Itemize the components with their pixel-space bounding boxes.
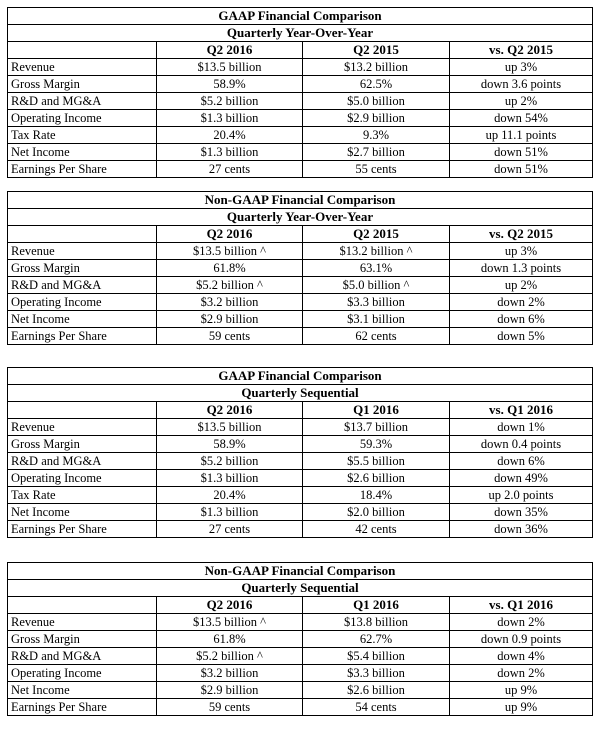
table-row bbox=[8, 161, 593, 178]
table-row bbox=[8, 127, 593, 144]
non-gaap-sequential-table bbox=[7, 562, 593, 716]
row-label: R&D and MG&A bbox=[8, 277, 157, 294]
table-cell: 20.4% bbox=[157, 487, 303, 504]
table-cell: down 36% bbox=[450, 521, 593, 538]
column-header: Q2 2016 bbox=[157, 597, 303, 614]
column-header bbox=[8, 226, 157, 243]
table-row bbox=[8, 521, 593, 538]
table-header-row bbox=[8, 402, 593, 419]
table-row bbox=[8, 453, 593, 470]
table-cell: down 0.9 points bbox=[450, 631, 593, 648]
table-cell: $13.5 billion ^ bbox=[157, 614, 303, 631]
table-cell: 55 cents bbox=[303, 161, 450, 178]
row-label: Operating Income bbox=[8, 665, 157, 682]
row-label: Revenue bbox=[8, 614, 157, 631]
table-row bbox=[8, 699, 593, 716]
column-header: Q2 2016 bbox=[157, 402, 303, 419]
table-cell: down 35% bbox=[450, 504, 593, 521]
table-cell: $3.3 billion bbox=[303, 294, 450, 311]
table-cell: 59 cents bbox=[157, 328, 303, 345]
row-label: Net Income bbox=[8, 144, 157, 161]
row-label: Revenue bbox=[8, 243, 157, 260]
table-row bbox=[8, 76, 593, 93]
table-cell: 58.9% bbox=[157, 436, 303, 453]
row-label: Net Income bbox=[8, 504, 157, 521]
table-cell: 58.9% bbox=[157, 76, 303, 93]
table-cell: down 1.3 points bbox=[450, 260, 593, 277]
gaap-yoy-table bbox=[7, 7, 593, 178]
table-cell: 63.1% bbox=[303, 260, 450, 277]
column-header: vs. Q2 2015 bbox=[450, 42, 593, 59]
row-label: Tax Rate bbox=[8, 127, 157, 144]
row-label: Gross Margin bbox=[8, 631, 157, 648]
table-cell: $2.6 billion bbox=[303, 470, 450, 487]
table-cell: up 11.1 points bbox=[450, 127, 593, 144]
table-subtitle: Quarterly Sequential bbox=[8, 385, 593, 402]
table-header-row bbox=[8, 226, 593, 243]
row-label: Operating Income bbox=[8, 110, 157, 127]
table-cell: 27 cents bbox=[157, 161, 303, 178]
table-cell: $3.2 billion bbox=[157, 294, 303, 311]
column-header: vs. Q1 2016 bbox=[450, 597, 593, 614]
table-header-row bbox=[8, 597, 593, 614]
table-cell: up 2.0 points bbox=[450, 487, 593, 504]
table-cell: $1.3 billion bbox=[157, 470, 303, 487]
table-row bbox=[8, 436, 593, 453]
table-cell: $13.5 billion bbox=[157, 59, 303, 76]
table-cell: 62 cents bbox=[303, 328, 450, 345]
table-cell: 18.4% bbox=[303, 487, 450, 504]
table-cell: down 1% bbox=[450, 419, 593, 436]
row-label: Earnings Per Share bbox=[8, 161, 157, 178]
table-cell: 62.5% bbox=[303, 76, 450, 93]
row-label: Gross Margin bbox=[8, 76, 157, 93]
table-cell: $2.9 billion bbox=[157, 311, 303, 328]
table-row bbox=[8, 59, 593, 76]
column-header bbox=[8, 597, 157, 614]
table-row bbox=[8, 614, 593, 631]
table-row bbox=[8, 631, 593, 648]
table-title: GAAP Financial Comparison bbox=[8, 8, 593, 25]
table-cell: $3.2 billion bbox=[157, 665, 303, 682]
table-cell: $5.4 billion bbox=[303, 648, 450, 665]
table-cell: down 6% bbox=[450, 311, 593, 328]
row-label: Net Income bbox=[8, 311, 157, 328]
row-label: R&D and MG&A bbox=[8, 648, 157, 665]
table-cell: $2.7 billion bbox=[303, 144, 450, 161]
table-cell: $13.5 billion bbox=[157, 419, 303, 436]
table-row bbox=[8, 294, 593, 311]
column-header: vs. Q1 2016 bbox=[450, 402, 593, 419]
table-cell: down 49% bbox=[450, 470, 593, 487]
table-row bbox=[8, 110, 593, 127]
row-label: Net Income bbox=[8, 682, 157, 699]
table-row bbox=[8, 260, 593, 277]
table-subtitle: Quarterly Year-Over-Year bbox=[8, 209, 593, 226]
table-cell: $2.6 billion bbox=[303, 682, 450, 699]
table-cell: down 4% bbox=[450, 648, 593, 665]
column-header: vs. Q2 2015 bbox=[450, 226, 593, 243]
row-label: R&D and MG&A bbox=[8, 93, 157, 110]
row-label: Gross Margin bbox=[8, 436, 157, 453]
table-cell: down 51% bbox=[450, 161, 593, 178]
column-header: Q1 2016 bbox=[303, 597, 450, 614]
table-cell: down 5% bbox=[450, 328, 593, 345]
table-cell: 20.4% bbox=[157, 127, 303, 144]
table-cell: down 51% bbox=[450, 144, 593, 161]
table-row bbox=[8, 419, 593, 436]
table-cell: up 9% bbox=[450, 699, 593, 716]
table-row bbox=[8, 311, 593, 328]
table-cell: down 6% bbox=[450, 453, 593, 470]
table-title-row bbox=[8, 563, 593, 580]
table-cell: $5.5 billion bbox=[303, 453, 450, 470]
row-label: Revenue bbox=[8, 419, 157, 436]
table-cell: $13.2 billion bbox=[303, 59, 450, 76]
table-cell: down 3.6 points bbox=[450, 76, 593, 93]
table-cell: up 2% bbox=[450, 277, 593, 294]
table-row bbox=[8, 487, 593, 504]
table-cell: $5.2 billion bbox=[157, 93, 303, 110]
table-header-row bbox=[8, 42, 593, 59]
row-label: Operating Income bbox=[8, 470, 157, 487]
table-subtitle-row bbox=[8, 385, 593, 402]
table-cell: $3.1 billion bbox=[303, 311, 450, 328]
table-row bbox=[8, 504, 593, 521]
table-title-row bbox=[8, 368, 593, 385]
table-cell: $5.2 billion ^ bbox=[157, 277, 303, 294]
table-title: Non-GAAP Financial Comparison bbox=[8, 192, 593, 209]
table-cell: up 3% bbox=[450, 243, 593, 260]
table-title-row bbox=[8, 192, 593, 209]
table-cell: $1.3 billion bbox=[157, 110, 303, 127]
table-row bbox=[8, 243, 593, 260]
table-cell: 9.3% bbox=[303, 127, 450, 144]
table-cell: $13.8 billion bbox=[303, 614, 450, 631]
table-row bbox=[8, 665, 593, 682]
table-cell: $3.3 billion bbox=[303, 665, 450, 682]
table-cell: 61.8% bbox=[157, 631, 303, 648]
row-label: Gross Margin bbox=[8, 260, 157, 277]
table-cell: down 54% bbox=[450, 110, 593, 127]
table-cell: 59.3% bbox=[303, 436, 450, 453]
table-subtitle-row bbox=[8, 209, 593, 226]
table-cell: $13.7 billion bbox=[303, 419, 450, 436]
non-gaap-yoy-table bbox=[7, 191, 593, 345]
table-cell: 59 cents bbox=[157, 699, 303, 716]
table-cell: 42 cents bbox=[303, 521, 450, 538]
column-header: Q2 2015 bbox=[303, 42, 450, 59]
table-row bbox=[8, 328, 593, 345]
table-subtitle: Quarterly Year-Over-Year bbox=[8, 25, 593, 42]
table-cell: down 2% bbox=[450, 614, 593, 631]
table-cell: $5.2 billion ^ bbox=[157, 648, 303, 665]
table-title: Non-GAAP Financial Comparison bbox=[8, 563, 593, 580]
table-cell: down 2% bbox=[450, 665, 593, 682]
column-header: Q1 2016 bbox=[303, 402, 450, 419]
table-row bbox=[8, 144, 593, 161]
table-title: GAAP Financial Comparison bbox=[8, 368, 593, 385]
table-cell: $2.9 billion bbox=[303, 110, 450, 127]
row-label: Earnings Per Share bbox=[8, 328, 157, 345]
table-cell: $5.2 billion bbox=[157, 453, 303, 470]
column-header bbox=[8, 402, 157, 419]
column-header bbox=[8, 42, 157, 59]
row-label: Revenue bbox=[8, 59, 157, 76]
table-row bbox=[8, 93, 593, 110]
table-cell: 27 cents bbox=[157, 521, 303, 538]
table-subtitle-row bbox=[8, 25, 593, 42]
table-cell: up 3% bbox=[450, 59, 593, 76]
table-cell: up 9% bbox=[450, 682, 593, 699]
table-cell: 61.8% bbox=[157, 260, 303, 277]
row-label: Operating Income bbox=[8, 294, 157, 311]
table-cell: $13.5 billion ^ bbox=[157, 243, 303, 260]
table-cell: 54 cents bbox=[303, 699, 450, 716]
table-cell: $2.0 billion bbox=[303, 504, 450, 521]
gaap-sequential-table bbox=[7, 367, 593, 538]
table-cell: $1.3 billion bbox=[157, 144, 303, 161]
table-row bbox=[8, 277, 593, 294]
row-label: Tax Rate bbox=[8, 487, 157, 504]
table-cell: down 0.4 points bbox=[450, 436, 593, 453]
column-header: Q2 2016 bbox=[157, 42, 303, 59]
table-subtitle: Quarterly Sequential bbox=[8, 580, 593, 597]
table-row bbox=[8, 682, 593, 699]
table-subtitle-row bbox=[8, 580, 593, 597]
table-cell: $2.9 billion bbox=[157, 682, 303, 699]
table-cell: $5.0 billion ^ bbox=[303, 277, 450, 294]
table-row bbox=[8, 648, 593, 665]
table-row bbox=[8, 470, 593, 487]
table-cell: $1.3 billion bbox=[157, 504, 303, 521]
row-label: R&D and MG&A bbox=[8, 453, 157, 470]
table-cell: 62.7% bbox=[303, 631, 450, 648]
column-header: Q2 2015 bbox=[303, 226, 450, 243]
table-title-row bbox=[8, 8, 593, 25]
table-cell: up 2% bbox=[450, 93, 593, 110]
column-header: Q2 2016 bbox=[157, 226, 303, 243]
row-label: Earnings Per Share bbox=[8, 699, 157, 716]
table-cell: down 2% bbox=[450, 294, 593, 311]
row-label: Earnings Per Share bbox=[8, 521, 157, 538]
table-cell: $5.0 billion bbox=[303, 93, 450, 110]
table-cell: $13.2 billion ^ bbox=[303, 243, 450, 260]
